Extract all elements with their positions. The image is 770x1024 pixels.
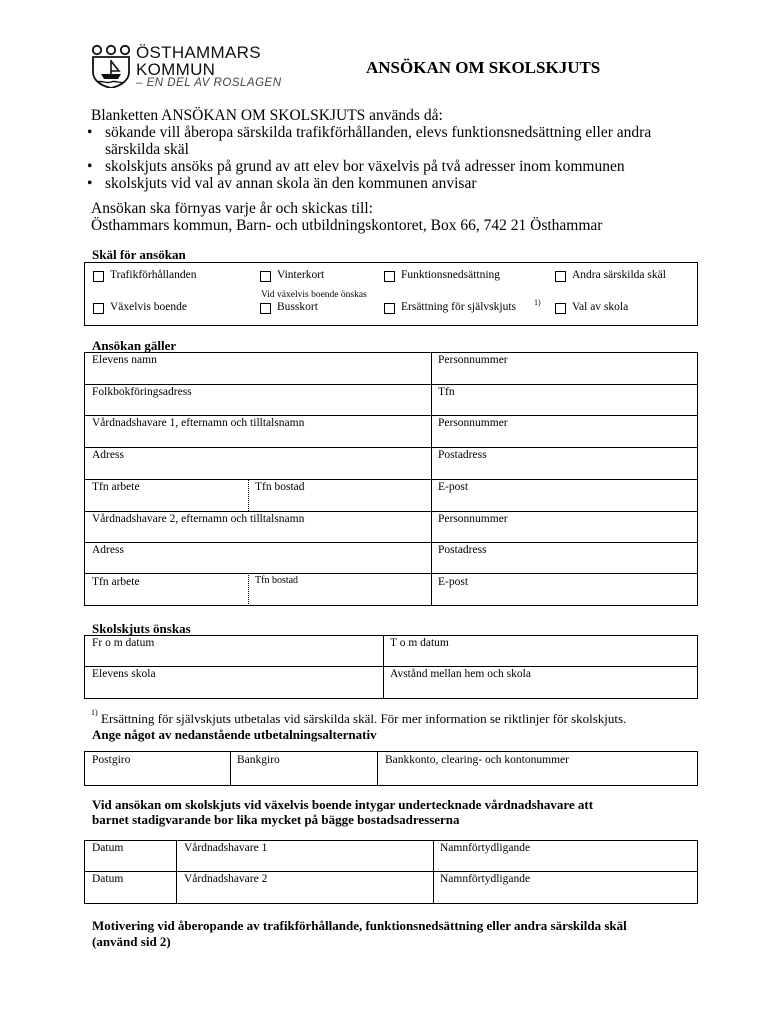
- intro-bullet: • skolskjuts vid val av annan skola än den kommunen anvisar: [83, 175, 693, 192]
- coat-of-arms-icon: [90, 44, 132, 88]
- field-datum[interactable]: Datum: [92, 842, 124, 854]
- field-personnummer-vh1[interactable]: Personnummer: [438, 417, 508, 429]
- signatures-heading-line2: barnet stadigvarande bor lika mycket på bägge bostadsadresserna: [92, 812, 460, 827]
- field-epost-vh2[interactable]: E-post: [438, 576, 469, 588]
- org-name-line1: ÖSTHAMMARS: [136, 43, 261, 62]
- footnote-marker: 1): [534, 298, 541, 307]
- field-datum[interactable]: Datum: [92, 873, 124, 885]
- checkbox-andra-sarskilda-skal[interactable]: [555, 271, 566, 282]
- field-tfn[interactable]: Tfn: [438, 386, 455, 398]
- checkbox-label: Andra särskilda skäl: [572, 269, 666, 281]
- transport-heading: Skolskjuts önskas: [92, 621, 191, 636]
- application-heading: Ansökan gäller: [92, 338, 177, 353]
- field-tfn-bostad-vh2[interactable]: Tfn bostad: [255, 575, 299, 586]
- field-personnummer-vh2[interactable]: Personnummer: [438, 513, 508, 525]
- checkbox-label: Trafikförhållanden: [110, 269, 197, 281]
- intro-bullet-list: [83, 124, 693, 192]
- field-signature-vh2[interactable]: Vårdnadshavare 2: [184, 873, 268, 885]
- field-signature-vh1[interactable]: Vårdnadshavare 1: [184, 842, 268, 854]
- checkbox-vaxelvis-boende[interactable]: [93, 303, 104, 314]
- field-adress-vh2[interactable]: Adress: [92, 544, 124, 556]
- field-tom-datum[interactable]: T o m datum: [390, 637, 449, 649]
- field-adress-vh1[interactable]: Adress: [92, 449, 124, 461]
- checkbox-label: Vinterkort: [277, 269, 325, 281]
- field-vardnadshavare-1[interactable]: Vårdnadshavare 1, efternamn och tilltalsnamn: [92, 417, 305, 429]
- checkbox-label: Val av skola: [572, 301, 629, 313]
- intro-bullet: • sökande vill åberopa särskilda trafikförhållanden, elevs funktionsnedsättning eller andra särskilda skäl: [83, 124, 693, 158]
- field-tfn-bostad-vh1[interactable]: Tfn bostad: [255, 481, 305, 493]
- payment-heading: Ange något av nedanstående utbetalningsalternativ: [92, 727, 377, 742]
- footnote-marker: 1): [91, 708, 98, 717]
- field-postadress-vh2[interactable]: Postadress: [438, 544, 487, 556]
- field-vardnadshavare-2[interactable]: Vårdnadshavare 2, efternamn och tilltalsnamn: [92, 513, 305, 525]
- field-bankgiro[interactable]: Bankgiro: [237, 754, 280, 766]
- field-bankkonto[interactable]: Bankkonto, clearing- och kontonummer: [385, 754, 569, 766]
- signatures-heading: Vid ansökan om skolskjuts vid växelvis boende intygar undertecknade vårdnadshavare att: [92, 797, 594, 812]
- mailing-address: Östhammars kommun, Barn- och utbildningskontoret, Box 66, 742 21 Östhammar: [91, 217, 603, 234]
- field-tfn-arbete-vh1[interactable]: Tfn arbete: [92, 481, 140, 493]
- org-tagline: – EN DEL AV ROSLAGEN: [136, 77, 282, 89]
- field-epost-vh1[interactable]: E-post: [438, 481, 469, 493]
- field-from-datum[interactable]: Fr o m datum: [92, 637, 155, 649]
- field-namnfortydligande[interactable]: Namnförtydligande: [440, 842, 531, 854]
- field-tfn-arbete-vh2[interactable]: Tfn arbete: [92, 576, 140, 588]
- motivation-heading-line2: (använd sid 2): [92, 934, 171, 949]
- intro-bullet: • skolskjuts ansöks på grund av att elev bor växelvis på två adresser inom kommunen: [83, 158, 693, 175]
- checkbox-funktionsnedsattning[interactable]: [384, 271, 395, 282]
- org-name-line2: KOMMUN: [136, 60, 216, 79]
- field-postadress-vh1[interactable]: Postadress: [438, 449, 487, 461]
- field-postgiro[interactable]: Postgiro: [92, 754, 131, 766]
- checkbox-val-av-skola[interactable]: [555, 303, 566, 314]
- renewal-note: Ansökan ska förnyas varje år och skickas till:: [91, 200, 373, 217]
- checkbox-label: Busskort: [277, 301, 318, 313]
- footnote-text: Ersättning för självskjuts utbetalas vid särskilda skäl. För mer information se riktlinjer för skolskjuts.: [101, 711, 627, 726]
- busskort-note: Vid växelvis boende önskas: [261, 290, 367, 300]
- field-namnfortydligande[interactable]: Namnförtydligande: [440, 873, 531, 885]
- municipality-logo: [90, 43, 282, 92]
- field-avstand[interactable]: Avstånd mellan hem och skola: [390, 668, 531, 680]
- field-elevens-namn[interactable]: Elevens namn: [92, 354, 157, 366]
- checkbox-label: Ersättning för självskjuts: [401, 301, 516, 313]
- checkbox-ersattning-sjalvskjuts[interactable]: [384, 303, 395, 314]
- checkbox-busskort[interactable]: [260, 303, 271, 314]
- field-personnummer[interactable]: Personnummer: [438, 354, 508, 366]
- checkbox-trafikforhallanden[interactable]: [93, 271, 104, 282]
- field-elevens-skola[interactable]: Elevens skola: [92, 668, 156, 680]
- checkbox-label: Växelvis boende: [110, 301, 187, 313]
- reasons-heading: Skäl för ansökan: [92, 247, 186, 262]
- intro-lead: Blanketten ANSÖKAN OM SKOLSKJUTS används då:: [91, 107, 443, 124]
- field-folkbokforingsadress[interactable]: Folkbokföringsadress: [92, 386, 192, 398]
- page-title: ANSÖKAN OM SKOLSKJUTS: [366, 58, 601, 77]
- checkbox-label: Funktionsnedsättning: [401, 269, 501, 281]
- motivation-heading: Motivering vid åberopande av trafikförhållande, funktionsnedsättning eller andra särskilda skäl: [92, 918, 627, 933]
- checkbox-vinterkort[interactable]: [260, 271, 271, 282]
